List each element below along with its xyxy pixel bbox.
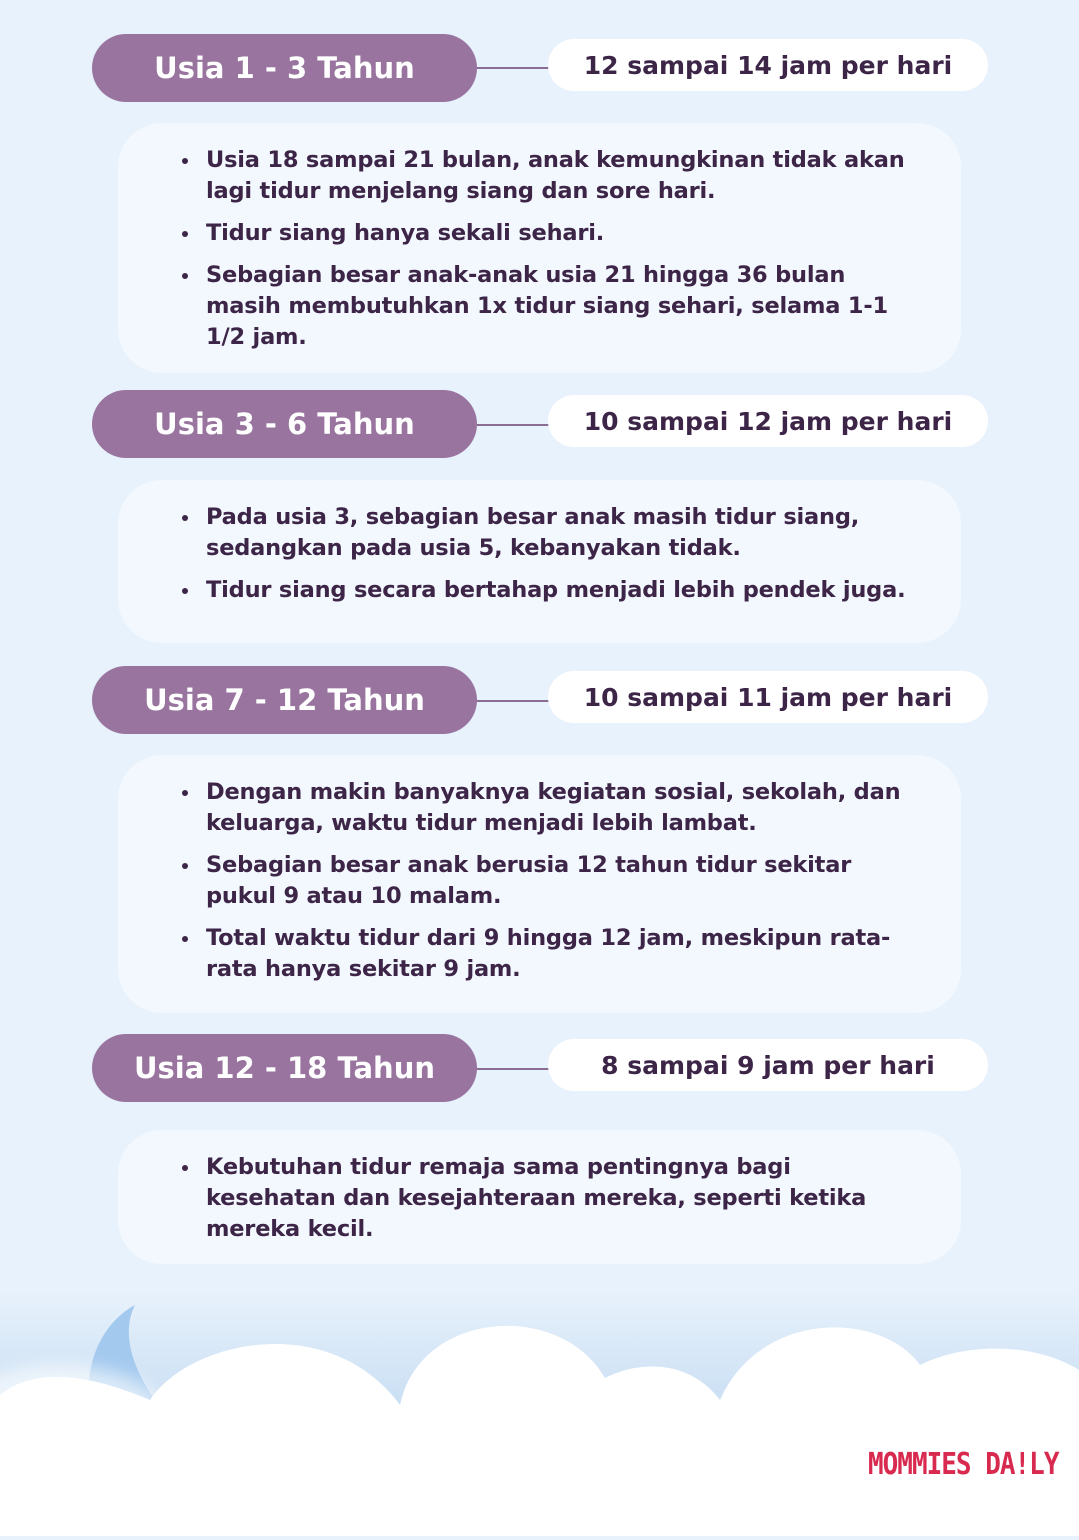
connector-line xyxy=(477,1068,549,1070)
hours-badge: 8 sampai 9 jam per hari xyxy=(548,1039,988,1091)
info-card xyxy=(118,755,961,1013)
bullet-item: Sebagian besar anak-anak usia 21 hingga 36 bulan masih membutuhkan 1x tidur siang sehari, selama 1-1 1/2 jam. xyxy=(182,260,921,353)
hours-badge: 10 sampai 11 jam per hari xyxy=(548,671,988,723)
bullet-item: Sebagian besar anak berusia 12 tahun tidur sekitar pukul 9 atau 10 malam. xyxy=(182,850,921,912)
bullet-item: Dengan makin banyaknya kegiatan sosial, sekolah, dan keluarga, waktu tidur menjadi lebih lambat. xyxy=(182,777,921,839)
cloud-icon xyxy=(0,1290,1079,1536)
hours-badge: 12 sampai 14 jam per hari xyxy=(548,39,988,91)
footer-decoration xyxy=(0,1290,1079,1536)
brand-logo: MOMMIES DA!LY xyxy=(868,1447,1059,1483)
age-pill: Usia 3 - 6 Tahun xyxy=(92,390,477,458)
bullet-item: Tidur siang hanya sekali sehari. xyxy=(182,218,921,249)
bullet-list xyxy=(182,145,921,353)
bullet-item: Pada usia 3, sebagian besar anak masih tidur siang, sedangkan pada usia 5, kebanyakan tidak. xyxy=(182,502,921,564)
bullet-item: Usia 18 sampai 21 bulan, anak kemungkinan tidak akan lagi tidur menjelang siang dan sore hari. xyxy=(182,145,921,207)
info-card xyxy=(118,1130,961,1264)
bullet-item: Total waktu tidur dari 9 hingga 12 jam, meskipun rata-rata hanya sekitar 9 jam. xyxy=(182,923,921,985)
age-pill: Usia 7 - 12 Tahun xyxy=(92,666,477,734)
hours-badge: 10 sampai 12 jam per hari xyxy=(548,395,988,447)
connector-line xyxy=(477,424,549,426)
info-card xyxy=(118,123,961,373)
bullet-list xyxy=(182,777,921,985)
age-pill: Usia 12 - 18 Tahun xyxy=(92,1034,477,1102)
bullet-item: Kebutuhan tidur remaja sama pentingnya bagi kesehatan dan kesejahteraan mereka, seperti ketika mereka kecil. xyxy=(182,1152,921,1245)
bullet-list xyxy=(182,1152,921,1245)
connector-line xyxy=(477,67,549,69)
connector-line xyxy=(477,700,549,702)
age-pill: Usia 1 - 3 Tahun xyxy=(92,34,477,102)
info-card xyxy=(118,480,961,643)
bullet-item: Tidur siang secara bertahap menjadi lebih pendek juga. xyxy=(182,575,921,606)
bullet-list xyxy=(182,502,921,606)
